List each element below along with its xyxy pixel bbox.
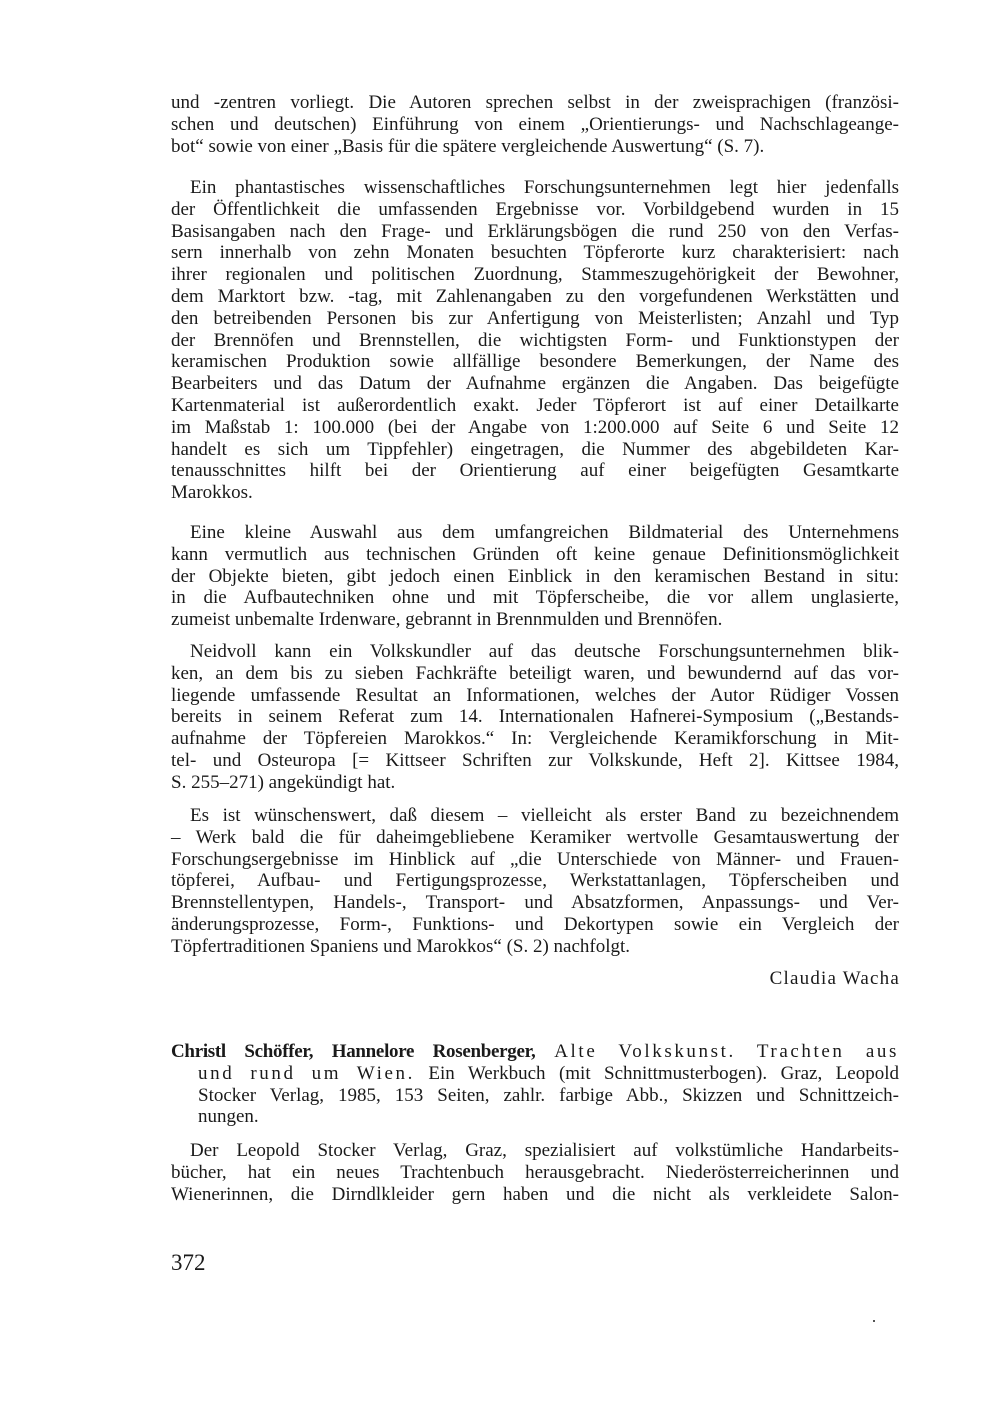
- text-line: Basisangaben nach den Frage- und Erklärungsbögen die rund 250 von den Verfas-: [171, 220, 899, 242]
- text-line: im Maßstab 1: 100.000 (bei der Angabe von 1:200.000 auf Seite 6 und Seite 12: [171, 416, 899, 438]
- text-line: töpferei, Aufbau- und Fertigungsprozesse, Werkstattanlagen, Töpferscheiben und: [171, 870, 899, 892]
- bibliography-entry: [171, 1041, 899, 1128]
- text-line: ken, an dem bis zu sieben Fachkräfte beteiligt waren, und bewundernd auf das vor-: [171, 662, 899, 684]
- text-line: schen und deutschen) Einführung von einem „Orientierungs- und Nachschlageange-: [171, 113, 899, 135]
- paragraph-review2-intro: [171, 1140, 899, 1205]
- text-line: tel- und Osteuropa [= Kittseer Schriften zur Volkskunde, Heft 2]. Kittsee 1984,: [171, 749, 899, 771]
- book-title-cont: und rund um Wien.: [198, 1062, 415, 1084]
- text-line: der Objekte bieten, gibt jedoch einen Einblick in den keramischen Bestand in situ:: [171, 565, 899, 587]
- text-line: Stocker Verlag, 1985, 153 Seiten, zahlr. farbige Abb., Skizzen und Schnittzeich-: [198, 1084, 899, 1106]
- text-line: S. 255–271) angekündigt hat.: [171, 771, 396, 793]
- text-line: keramischen Produktion sowie allfällige besondere Bemerkungen, der Name des: [171, 351, 899, 373]
- text-line: Der Leopold Stocker Verlag, Graz, spezialisiert auf volkstümliche Handarbeits-: [190, 1140, 899, 1161]
- text-line: sern innerhalb von zehn Monaten besuchten Töpferorte kurz charakterisiert: nach: [171, 242, 899, 264]
- text-line: Eine kleine Auswahl aus dem umfangreichen Bildmaterial des Unternehmens: [190, 522, 899, 543]
- text-line: bereits in seinem Referat zum 14. Internationalen Hafnerei-Symposium („Bestands-: [171, 706, 899, 728]
- text-line: Bearbeiters und das Datum der Aufnahme ergänzen die Angaben. Das beigefügte: [171, 373, 899, 395]
- book-subtitle: Ein Werkbuch (mit Schnittmusterbogen). Graz, Leopold: [428, 1062, 899, 1084]
- text-line: der Brennöfen und Brennstellen, die wichtigsten Form- und Funktionstypen der: [171, 329, 899, 351]
- text-line: kann vermutlich aus technischen Gründen oft keine genaue Definitionsmöglichkeit: [171, 543, 899, 565]
- text-line: in die Aufbautechniken ohne und mit Töpferscheibe, die vor allem unglasierte,: [171, 587, 899, 609]
- text-line: Forschungsergebnisse im Hinblick auf „die Unterschiede von Männer- und Frauen-: [171, 848, 899, 870]
- paragraph-conclusion: [171, 805, 899, 958]
- text-line: bücher, hat ein neues Trachtenbuch herausgebracht. Niederösterreicherinnen und: [171, 1161, 899, 1183]
- text-line: Es ist wünschenswert, daß diesem – vielleicht als erster Band zu bezeichnendem: [190, 805, 899, 826]
- text-line: Ein phantastisches wissenschaftliches Forschungsunternehmen legt hier jedenfalls: [190, 177, 899, 198]
- text-line: tenausschnittes hilft bei der Orientierung auf einer beigefügten Gesamtkarte: [171, 460, 899, 482]
- paragraph-research-summary: [171, 177, 899, 504]
- scan-speck: [873, 1320, 875, 1322]
- book-title: Alte Volkskunst. Trachten aus: [554, 1041, 899, 1062]
- text-line: liegende umfassende Resultat an Informationen, welches der Autor Rüdiger Vossen: [171, 684, 899, 706]
- text-line: den betreibenden Personen bis zur Anfertigung von Meisterlisten; Anzahl und Typ: [171, 307, 899, 329]
- text-line: Marokkos.: [171, 482, 253, 504]
- paragraph-image-material: [171, 522, 899, 631]
- text-line: aufnahme der Töpfereien Marokkos.“ In: Vergleichende Keramikforschung in Mit-: [171, 728, 899, 750]
- text-line: bot“ sowie von einer „Basis für die spätere vergleichende Auswertung“ (S. 7).: [171, 135, 765, 157]
- text-line: Neidvoll kann ein Volkskundler auf das deutsche Forschungsunternehmen blik-: [190, 641, 899, 662]
- text-line: änderungsprozesse, Form-, Funktions- und Dekortypen sowie ein Vergleich der: [171, 913, 899, 935]
- text-line: der Öffentlichkeit die umfassenden Ergebnisse vor. Vorbildgebend wurden in 15: [171, 198, 899, 220]
- text-line: nungen.: [198, 1106, 259, 1128]
- text-line: Kartenmaterial ist außerordentlich exakt. Jeder Töpferort ist auf einer Detailkarte: [171, 394, 899, 416]
- text-line: handelt es sich um Tippfehler) eingetragen, die Nummer des abgebildeten Kar-: [171, 438, 899, 460]
- text-line: [171, 1041, 899, 1063]
- text-line: [171, 1063, 899, 1085]
- text-line: Brennstellentypen, Handels-, Transport- und Absatzformen, Anpassungs- und Ver-: [171, 892, 899, 914]
- text-line: und -zentren vorliegt. Die Autoren sprechen selbst in der zweisprachigen (französi-: [171, 92, 899, 113]
- page-number: 372: [171, 1250, 206, 1275]
- text-line: zumeist unbemalte Irdenware, gebrannt in Brennmulden und Brennöfen.: [171, 609, 723, 631]
- intro-paragraph: [171, 92, 899, 157]
- text-line: – Werk bald die für daheimgebliebene Keramiker wertvolle Gesamtauswertung der: [171, 826, 899, 848]
- text-line: ihrer regionalen und politischen Zuordnung, Stammeszugehörigkeit der Bewohner,: [171, 264, 899, 286]
- text-line: Wienerinnen, die Dirndlkleider gern haben und die nicht als verkleidete Salon-: [171, 1183, 899, 1205]
- text-line: dem Marktort bzw. -tag, mit Zahlenangaben zu den vorgefundenen Werkstätten und: [171, 285, 899, 307]
- paragraph-envy-folklorist: [171, 641, 899, 794]
- review-signature: Claudia Wacha: [769, 968, 900, 989]
- book-authors: Christl Schöffer, Hannelore Rosenberger,: [171, 1041, 536, 1062]
- text-line: Töpfertraditionen Spaniens und Marokkos“ (S. 2) nachfolgt.: [171, 935, 631, 957]
